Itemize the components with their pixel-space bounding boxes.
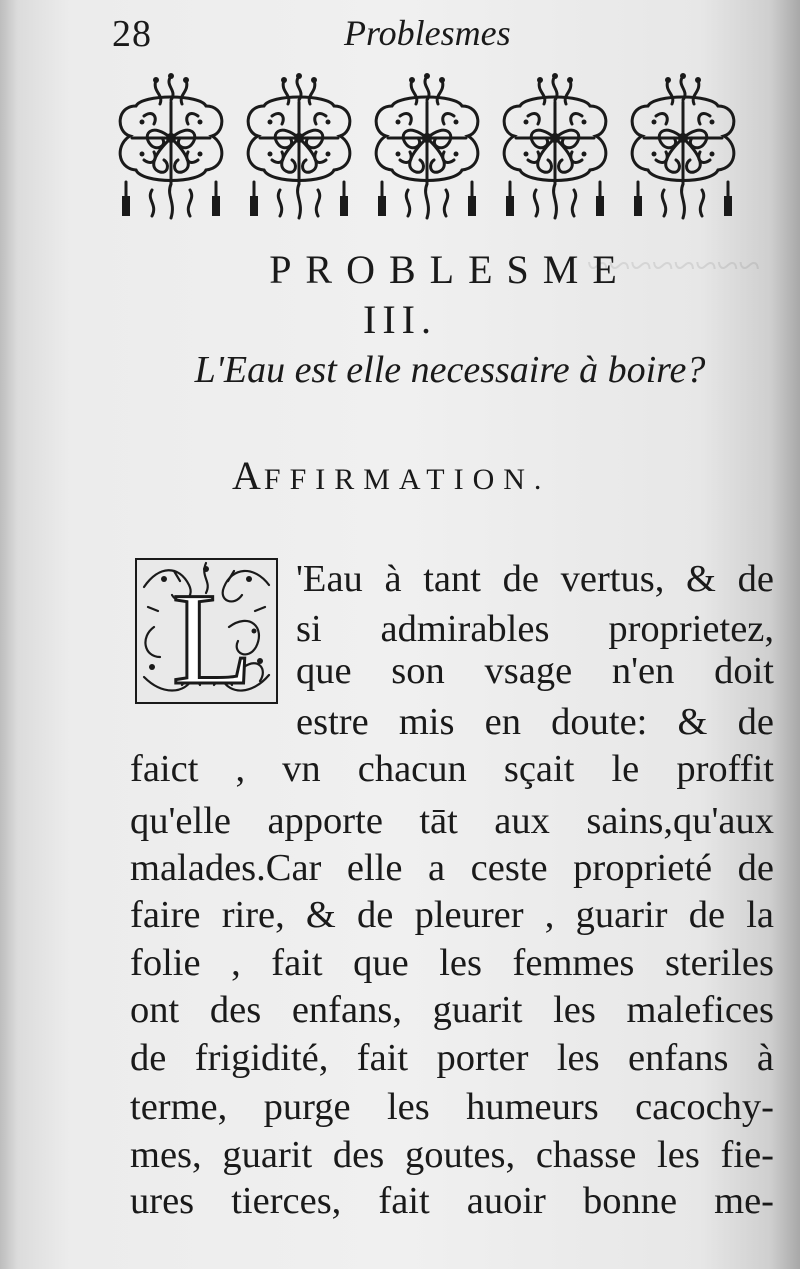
text-line: terme, purge les humeurs cacochy- [130, 1086, 774, 1128]
text-line: qu'elle apporte tāt aux sains,qu'aux [130, 800, 774, 842]
text-line: mes, guarit des goutes, chasse les fie- [130, 1134, 774, 1176]
problem-number: III. [363, 297, 437, 342]
text-line: estre mis en doute: & de [296, 701, 774, 743]
section-heading-rest: FFIRMATION. [263, 463, 551, 496]
running-title: Problesmes [344, 13, 511, 53]
problem-title: PROBLESME [269, 247, 631, 292]
text-line: ont des enfans, guarit les malefices [130, 989, 774, 1031]
text-line: ures tierces, fait auoir bonne me- [130, 1180, 774, 1222]
page-number: 28 [112, 13, 152, 55]
fleuron-ornament-icon [496, 72, 614, 222]
problem-question: L'Eau est elle necessaire à boire? [194, 349, 706, 391]
text-line: malades.Car elle a ceste proprieté de [130, 847, 774, 889]
section-heading [232, 452, 550, 499]
text-line: 'Eau à tant de vertus, & de [296, 558, 774, 600]
fleuron-ornament-band [112, 72, 742, 222]
page-header [112, 12, 772, 62]
text-line: que son vsage n'en doit [296, 650, 774, 692]
text-line: faire rire, & de pleurer , guarir de la [130, 894, 774, 936]
fleuron-ornament-icon [624, 72, 742, 222]
decorated-initial-l-icon [134, 557, 279, 705]
text-line: de frigidité, fait porter les enfans à [130, 1037, 774, 1079]
text-line: folie , fait que les femmes steriles [130, 942, 774, 984]
fleuron-ornament-icon [368, 72, 486, 222]
section-heading-initial: A [232, 453, 264, 498]
show-through-text: ~~~~~~~~ [586, 243, 760, 288]
text-line: si admirables proprietez, [296, 608, 774, 650]
initial-letter: L [172, 565, 253, 705]
fleuron-ornament-icon [112, 72, 230, 222]
text-line: faict , vn chacun sçait le proffit [130, 748, 774, 790]
fleuron-ornament-icon [240, 72, 358, 222]
